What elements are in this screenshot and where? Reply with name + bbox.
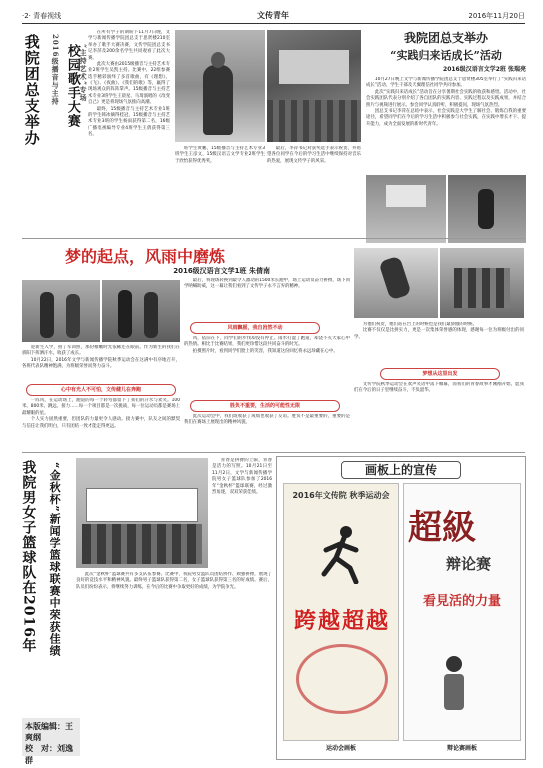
issue-date: 2016年11月20日: [468, 12, 525, 20]
art2-body: [366, 77, 526, 173]
art3-paragraph: 最后，将现场转换到最令人激动的1500米长跑中，场上运动员奋力拼搏，场下同学呐喊助威，这一幕让我们看到了文传学子永不言弃的精神。: [184, 278, 350, 290]
audience-rows: [267, 100, 361, 142]
art3-paragraph: 个人实力固然重要，但团队的力量更令人感动。接力赛中，队友之间的默契与信任让我们明白，只有团结一致才能走得更远。: [22, 417, 180, 429]
art1-stage-photo: [175, 30, 265, 142]
art3-byline: 2016级汉语言文学1班 朱倩南: [173, 267, 270, 275]
team-banner: [86, 488, 198, 522]
art1-paragraph: 最后，李萍书记对获奖选手表示祝贺，并希望各位同学在今后的学习生活中继续保持对音乐的热爱，展现文传学子的风采。: [267, 146, 361, 164]
poster-debate-sub: 辩论赛: [446, 555, 492, 573]
art1-body-col3: [267, 146, 361, 226]
art3-paragraph: 为他们祝贺，他们站在台上的时候也是我们最骄傲的时候。: [362, 322, 477, 327]
poster-sports-heading: 2016年文传院 秋季运动会: [292, 491, 390, 500]
track-icon: [296, 644, 388, 714]
projection-screen: [279, 50, 349, 84]
art1-title: 我院团总支举办: [22, 34, 41, 146]
art4-team-photo: [76, 458, 208, 568]
poster-debate-caption: 辩论赛画板: [446, 745, 477, 752]
crowd-figure: [454, 268, 510, 308]
art2-box: [366, 30, 526, 236]
art3-intro: [22, 345, 180, 381]
art3-photo-2: [102, 280, 180, 342]
art3-paragraph: 文传学院秋季运动会在欢声笑语中落下帷幕，而我们的青春故事才刚刚开始。愿我们在今后的日子里继续奋斗，不负韶华。: [354, 382, 524, 394]
person-figure: [118, 290, 132, 338]
art3-paragraph: 一阵风，在运动场上，跑道的每一个转弯都留下了我们的汗水与欢笑。100米、800米、跳远、接力……每一个项目都是一次挑战，每一位运动员都是赛场上最耀眼的星。: [22, 398, 180, 416]
person-figure: [66, 294, 80, 338]
art1-body-col2: [175, 146, 265, 226]
runner-icon: [316, 524, 364, 584]
poster-debate-slogan: 看見活的力量: [422, 594, 501, 609]
art3-col3-bottom: [354, 382, 524, 448]
poster-sports-slogan: 跨越超越: [293, 608, 390, 634]
art3-paragraph: 迎新生入学，拍了军训照，那份稚嫩时光依稀还在眼前。作为新生的我们在骄阳下挥洒汗水，收获了成长。: [22, 345, 180, 357]
art1-subtitle-3: “主持艺术”专场: [79, 44, 89, 103]
art2-paragraph: 团总支书记李萍在总结中表示，社会实践是大学生了解社会、锻炼自我的重要途径，希望同学们在今后的学习生活中积极参与社会实践，在实践中增长才干、提升能力，成为全面发展的新时代青年。: [366, 108, 526, 127]
art3-photo-1: [22, 280, 100, 342]
art2-paragraph: 此次“实践归来话成长”活动旨在分享暑期社会实践的收获和感悟。活动中，社会实践团队代表分别介绍了各自团队的实践内容、实践过程以及实践成果，并结合照片与视频进行展示。参会同学认真聆听，积极提问，现场气氛热烈。: [366, 89, 526, 108]
divider: [22, 452, 525, 453]
art2-title: 我院团总支举办: [403, 31, 488, 45]
art3-paragraph: 比赛不仅仅是比拼实力，更是一次集体荣誉感的体现，感谢每一位为班级付出的同学。: [354, 328, 524, 340]
team-players: [82, 524, 202, 564]
art1-subtitle-2: 校园歌手大赛: [64, 44, 80, 128]
art3-title: 梦的起点，风雨中磨炼: [64, 247, 225, 266]
art4-paragraph: 青春是拼搏的上限，青春是活力的写照。10月21日至11月2日，文学与新闻传播学院男女子篮球队参加了2016年“金秋杯”篮球联赛，经过激烈角逐，双双荣获佳绩。: [212, 458, 272, 495]
art3-paragraph: 拍摄照片时，看到同学们脸上的笑容，我知道这份回忆将永远珍藏在心中。: [192, 348, 338, 354]
art3-photo-3: [354, 248, 438, 318]
art2-subtitle: “实践归来话成长”活动: [390, 49, 502, 63]
art3-col3-mid: [354, 322, 524, 366]
jumper-figure: [378, 256, 411, 301]
art1-paragraph: 在所有学子的期盼下11月7日晚，文学与新闻传播学院团总支于思贤楼210室举办了歌手大赛决赛，文传学院团总支书记李萍及200余名学生共同观看了此次大赛。: [88, 30, 170, 61]
art2-photo-right: [448, 175, 526, 243]
art5-box: [276, 456, 526, 760]
poster-sports: [283, 483, 399, 741]
art1-paragraph: 班学生黄鹏，15级播音与主持艺术专业3班学生王彦文、15级汉语言文学专业2班学生于欣怡获得优秀奖。: [175, 146, 265, 164]
art2-byline: 2016级汉语言文学2班 张瑞亮: [443, 66, 526, 74]
art4-title: 我院男女子篮球队在2016年: [20, 460, 37, 653]
art1-paragraph: 最终，15级播音与主持艺术专业1班的学生韩冰摘得桂冠，15级播音与主持艺术专业3班的学生杨雨获得第二名，16级广播电视编导专业4班学生王倩获得第三名。: [88, 106, 170, 137]
art1-paragraph: 此次大赛由2015级播音与主持艺术专业2班学生吴凯主持。比赛中，22组参赛选手精彩演绎了多首歌曲，有《理想》、《飞》、《夜曲》、《我们的歌》等，赢得了现场观众的阵阵掌声。15级播音与主持艺术专业3班学生王晨星、马琦演唱的《改变自己》更是将现场气氛推向高潮。: [88, 61, 170, 106]
art2-photos: [366, 175, 526, 243]
art3-col2-mid: [184, 336, 350, 400]
art3-col1-bottom: [22, 398, 180, 450]
art3-paragraph: 风，依旧在下，同学们的步伐却没有停止。雨水打湿了跑道，却浇不灭大家心中的热情。相比于比赛结果，我们更珍惜这段共同奋斗的时光。: [184, 336, 350, 348]
art3-pill-3: 梦想从这里出发: [380, 368, 500, 380]
poster-sports-caption: 运动会画板: [325, 745, 356, 752]
art4-paragraph: 此次“金秋杯”篮球赛共有多支队伍参赛。比赛中，我院男女篮队员团结协作、顽强拼搏，展现了良好的竞技水平和精神风貌。最终男子篮球队获得第二名，女子篮球队获得第三名的好成绩。赛后，队员们纷纷表示，将继续努力训练，在今后的比赛中争取更好的成绩，为学院争光。: [76, 572, 272, 590]
art3-pill-1: 心中有光人不可怕，文传健儿在奔跑: [26, 384, 176, 396]
art2-photo-left: [366, 175, 446, 243]
person-figure: [40, 292, 54, 338]
page-label: ·2· 青春视线: [22, 12, 62, 20]
art4-subtitle: “金秋杯”新闻学篮球联赛中荣获佳绩: [48, 462, 62, 657]
editor-credit: 本版编辑：王爽纲: [25, 722, 73, 743]
art1-subtitle-1: 2016级播音与主持: [51, 34, 61, 106]
poster-debate-heading: 超級: [408, 508, 476, 548]
page-header: [22, 10, 525, 24]
poster-debate: [403, 483, 521, 741]
art3-col2-top: [184, 278, 350, 318]
person-figure: [144, 292, 158, 338]
art1-body: [88, 30, 170, 240]
art5-title: 画板上的宣传: [341, 461, 461, 479]
divider: [22, 238, 525, 239]
proofreader-credit: 校 对：刘逸群: [25, 744, 73, 765]
debater-icon: [434, 654, 474, 714]
art2-paragraph: 10月27日晚上文学与新闻传播学院团总支于思贤楼305室举行了“实践归来话成长”活动，学生干部及天翼理信社同学共同参加。: [366, 77, 526, 89]
art3-paragraph: 此次运动会中，我们既收获了成绩也收获了友谊。胜负不是最重要的，重要的是我们在赛场上展现出的精神风貌。: [184, 414, 350, 426]
slide-screen: [386, 185, 426, 207]
art3-pill-2: 风雨飘摇，我自岿然不动: [190, 322, 320, 334]
art1-hall-photo: [267, 30, 361, 142]
credits-box: [22, 718, 80, 765]
art3-pill-4: 胜负不重要，生活的可能性无限: [190, 400, 340, 412]
art3-photo-4: [440, 248, 524, 318]
masthead: 文传青年: [257, 10, 289, 20]
art4-body: [76, 572, 272, 722]
singer-head: [211, 52, 225, 68]
singer-figure: [203, 65, 233, 135]
speaker-figure: [478, 189, 494, 229]
art4-body-top: [212, 458, 272, 570]
art3-paragraph: 10月22日，2016年文学与新闻传播学院秋季运动会在这满中有序地召开，各班代表队精神饱满，为班级荣誉而努力奋斗。: [22, 357, 180, 370]
art3-col2-bottom: [184, 414, 350, 450]
